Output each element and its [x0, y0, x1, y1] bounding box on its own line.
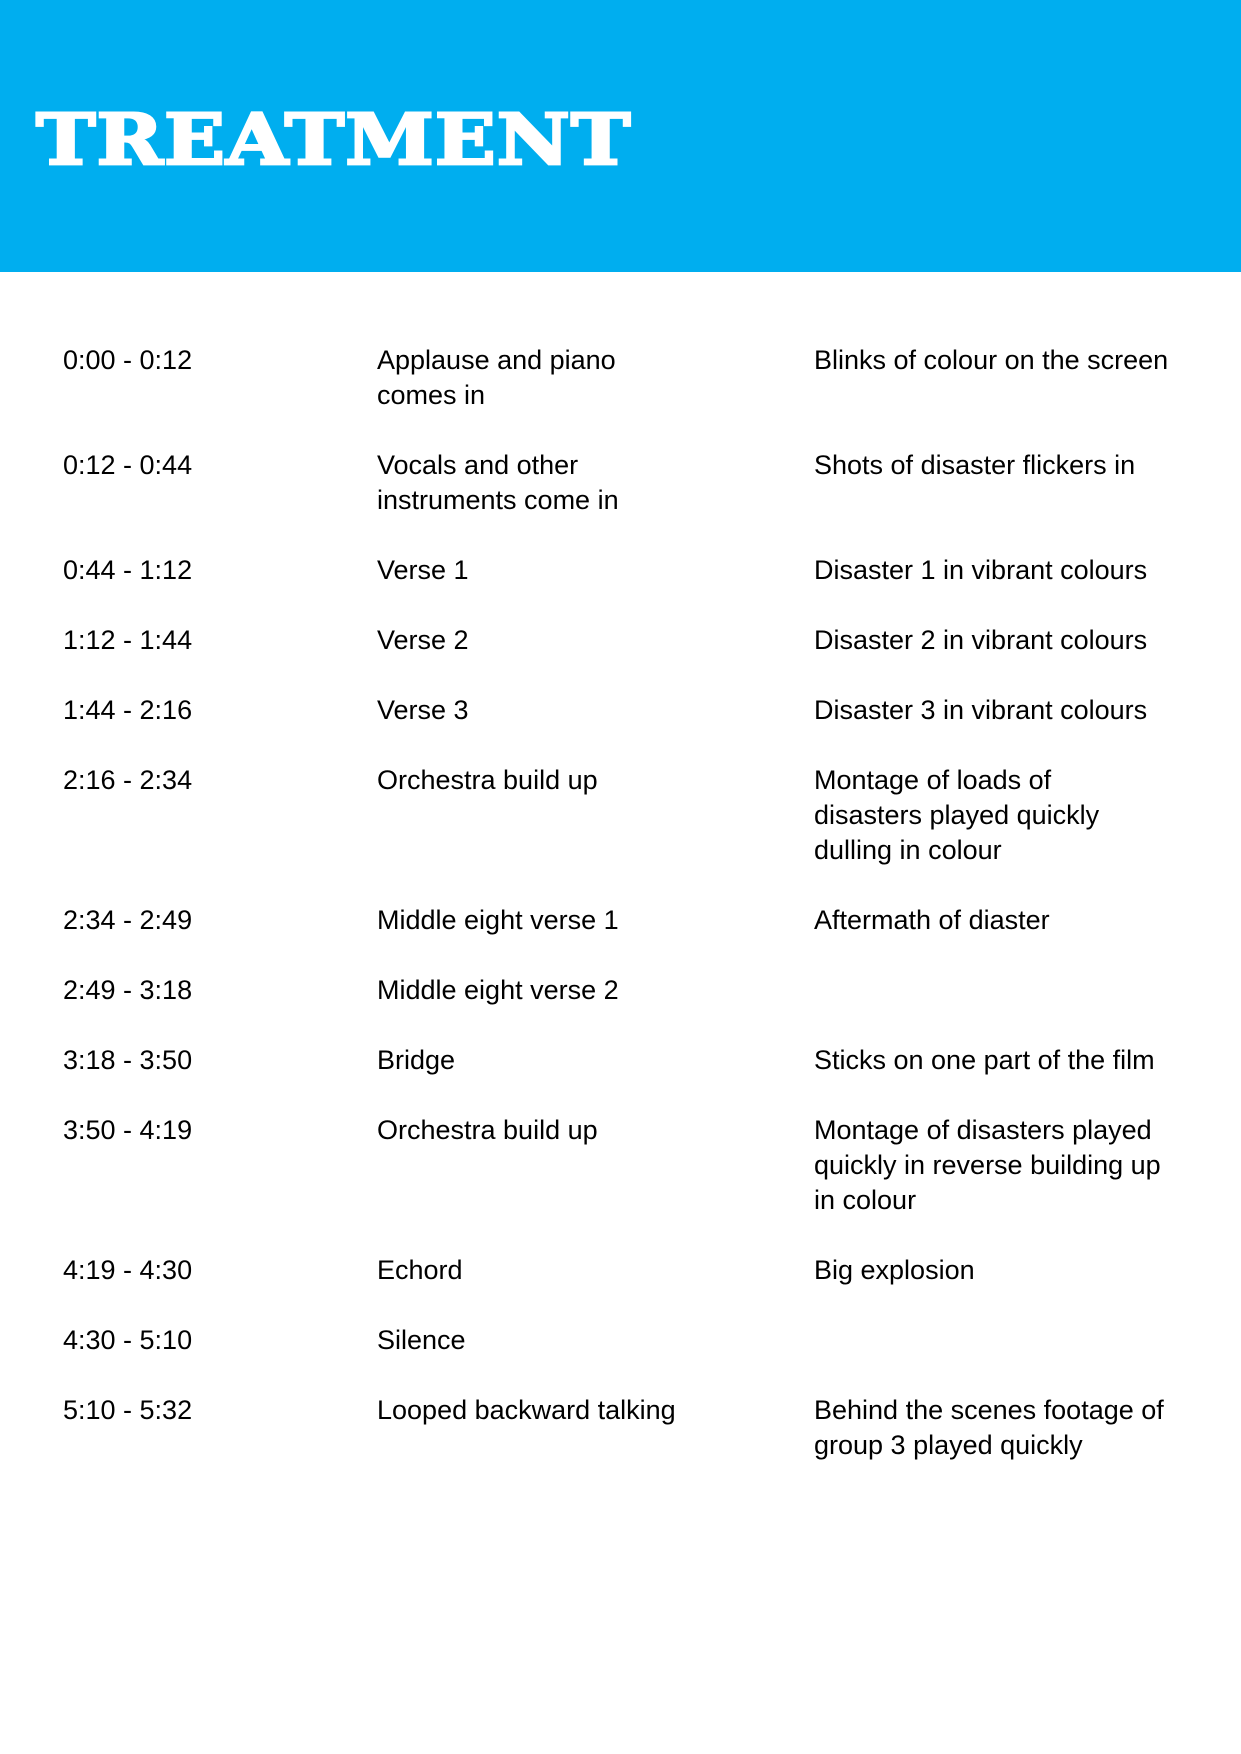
- row-visual-line: Montage of disasters played: [814, 1115, 1152, 1145]
- row-time: 4:30 - 5:10: [63, 1325, 193, 1355]
- row-audio-line: Bridge: [377, 1045, 456, 1075]
- row-time: 0:44 - 1:12: [63, 555, 193, 585]
- row-audio-line: comes in: [377, 380, 486, 410]
- row-time: 1:12 - 1:44: [63, 625, 193, 655]
- row-visual-line: in colour: [814, 1185, 917, 1215]
- row-visual-line: group 3 played quickly: [814, 1430, 1083, 1460]
- row-visual-line: dulling in colour: [814, 835, 1002, 865]
- row-visual-line: Blinks of colour on the screen: [814, 345, 1169, 375]
- row-time: 4:19 - 4:30: [63, 1255, 193, 1285]
- row-visual-line: Montage of loads of: [814, 765, 1052, 795]
- row-time: 0:00 - 0:12: [63, 345, 193, 375]
- row-time: 3:50 - 4:19: [63, 1115, 193, 1145]
- row-audio-line: Echord: [377, 1255, 463, 1285]
- row-audio-line: instruments come in: [377, 485, 619, 515]
- row-visual-line: Big explosion: [814, 1255, 975, 1285]
- row-visual-line: Aftermath of diaster: [814, 905, 1050, 935]
- row-time: 2:16 - 2:34: [63, 765, 193, 795]
- row-time: 2:49 - 3:18: [63, 975, 193, 1005]
- row-visual-line: Disaster 1 in vibrant colours: [814, 555, 1148, 585]
- row-time: 3:18 - 3:50: [63, 1045, 193, 1075]
- row-audio-line: Looped backward talking: [377, 1395, 676, 1425]
- row-audio-line: Verse 3: [377, 695, 469, 725]
- row-visual-line: Behind the scenes footage of: [814, 1395, 1164, 1425]
- header-banner: [0, 0, 1241, 272]
- row-audio-line: Vocals and other: [377, 450, 579, 480]
- row-visual-line: Sticks on one part of the film: [814, 1045, 1155, 1075]
- row-audio-line: Verse 2: [377, 625, 469, 655]
- row-audio-line: Applause and piano: [377, 345, 616, 375]
- row-audio-line: Middle eight verse 2: [377, 975, 619, 1005]
- row-visual-line: quickly in reverse building up: [814, 1150, 1161, 1180]
- row-time: 1:44 - 2:16: [63, 695, 193, 725]
- row-audio-line: Verse 1: [377, 555, 469, 585]
- row-time: 0:12 - 0:44: [63, 450, 193, 480]
- row-visual-line: disasters played quickly: [814, 800, 1100, 830]
- row-audio-line: Orchestra build up: [377, 1115, 598, 1145]
- row-time: 2:34 - 2:49: [63, 905, 193, 935]
- row-visual-line: Disaster 2 in vibrant colours: [814, 625, 1148, 655]
- row-audio-line: Silence: [377, 1325, 466, 1355]
- row-audio-line: Orchestra build up: [377, 765, 598, 795]
- row-visual-line: Disaster 3 in vibrant colours: [814, 695, 1148, 725]
- row-visual-line: Shots of disaster flickers in: [814, 450, 1136, 480]
- row-time: 5:10 - 5:32: [63, 1395, 193, 1425]
- page-title: TREATMENT: [36, 97, 632, 181]
- row-audio-line: Middle eight verse 1: [377, 905, 619, 935]
